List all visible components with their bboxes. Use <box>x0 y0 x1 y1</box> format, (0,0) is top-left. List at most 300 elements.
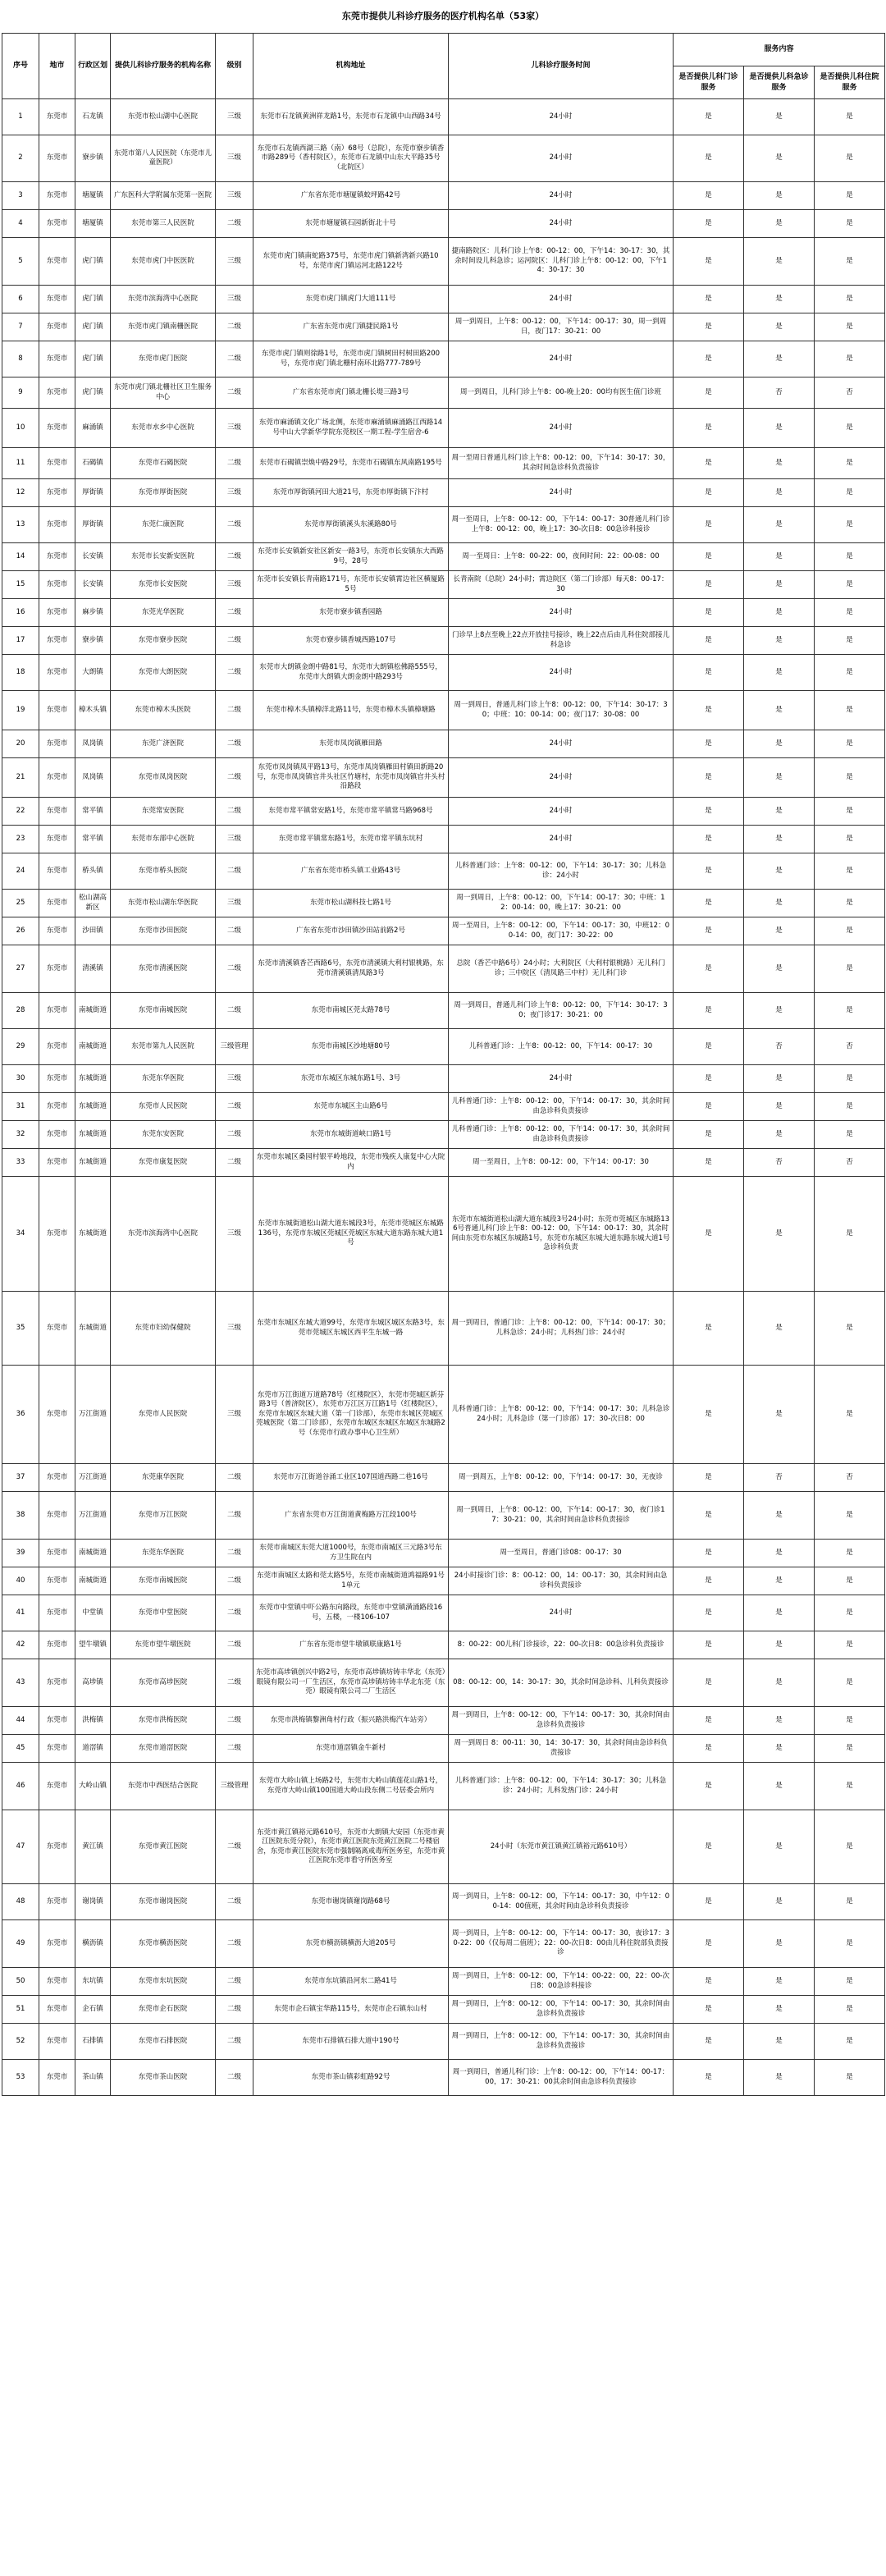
cell-level: 三级 <box>216 1292 253 1366</box>
cell-hours: 周一到周日，上午8：00-12：00，下午14：00-17：30，其余时间由急诊科负责接诊 <box>449 2024 674 2060</box>
cell-hours: 24小时 <box>449 826 674 853</box>
cell-level: 二级 <box>216 730 253 758</box>
cell-district: 东坑镇 <box>75 1968 111 1996</box>
table-row <box>2 507 885 543</box>
cell-emergency: 是 <box>744 135 815 182</box>
table-row <box>2 730 885 758</box>
cell-city: 东莞市 <box>39 1567 75 1595</box>
cell-name: 东莞市清溪医院 <box>111 945 216 993</box>
table-row <box>2 798 885 826</box>
cell-hours: 周一至周日，普通门诊08：00-17：30 <box>449 1540 674 1567</box>
cell-level: 二级 <box>216 507 253 543</box>
cell-address: 东莞市石排镇石排大道中190号 <box>253 2024 449 2060</box>
cell-city: 东莞市 <box>39 1659 75 1707</box>
cell-city: 东莞市 <box>39 993 75 1029</box>
cell-inpatient: 是 <box>815 543 885 571</box>
cell-district: 桥头镇 <box>75 853 111 890</box>
cell-outpatient: 是 <box>674 1567 744 1595</box>
cell-hours: 周一到周日，上午8：00-12：00，下午14：00-17：30，周一到周日，夜门17：30-21：00 <box>449 313 674 341</box>
cell-district: 寮步镇 <box>75 135 111 182</box>
cell-city: 东莞市 <box>39 1810 75 1884</box>
cell-name: 广东医科大学附属东莞第一医院 <box>111 182 216 210</box>
cell-emergency: 是 <box>744 945 815 993</box>
cell-district: 虎门镇 <box>75 238 111 286</box>
cell-inpatient: 是 <box>815 758 885 798</box>
cell-name: 东莞市樟木头医院 <box>111 691 216 730</box>
cell-seq: 30 <box>2 1065 39 1093</box>
cell-level: 三级 <box>216 286 253 313</box>
cell-seq: 7 <box>2 313 39 341</box>
cell-district: 塘厦镇 <box>75 182 111 210</box>
cell-emergency: 是 <box>744 1884 815 1920</box>
cell-seq: 45 <box>2 1735 39 1763</box>
cell-emergency: 是 <box>744 730 815 758</box>
cell-city: 东莞市 <box>39 409 75 448</box>
cell-name: 东莞市高埗医院 <box>111 1659 216 1707</box>
table-row <box>2 99 885 135</box>
cell-district: 厚街镇 <box>75 479 111 507</box>
cell-inpatient: 是 <box>815 826 885 853</box>
cell-city: 东莞市 <box>39 1540 75 1567</box>
cell-hours: 24小时 <box>449 135 674 182</box>
cell-name: 东莞市人民医院 <box>111 1366 216 1464</box>
cell-hours: 周一到周日，上午8：00-12：00，下午14：00-17：30，其余时间由急诊科负责接诊 <box>449 1996 674 2024</box>
cell-city: 东莞市 <box>39 135 75 182</box>
cell-inpatient: 是 <box>815 2024 885 2060</box>
cell-inpatient: 是 <box>815 1567 885 1595</box>
cell-emergency: 是 <box>744 917 815 945</box>
cell-seq: 27 <box>2 945 39 993</box>
cell-level: 二级 <box>216 1567 253 1595</box>
cell-district: 道滘镇 <box>75 1735 111 1763</box>
cell-city: 东莞市 <box>39 1093 75 1121</box>
cell-city: 东莞市 <box>39 1968 75 1996</box>
cell-level: 二级 <box>216 627 253 655</box>
cell-address: 东莞市清溪镇香芒西路6号，东莞市清溪镇大利村银桃路，东莞市清溪镇清凤路3号 <box>253 945 449 993</box>
cell-hours: 24小时 <box>449 1595 674 1631</box>
cell-address: 东莞市石龙镇黄洲祥龙路1号，东莞市石龙镇中山西路34号 <box>253 99 449 135</box>
cell-name: 东莞市长安新安医院 <box>111 543 216 571</box>
cell-outpatient: 是 <box>674 1810 744 1884</box>
cell-hours: 周一至周日：上午8：00-22：00，夜间时间：22：00-08：00 <box>449 543 674 571</box>
cell-address: 东莞市大朗镇金朗中路81号，东莞市大朗镇松佛路555号，东莞市大朗镇大朗金朗中路293号 <box>253 655 449 691</box>
cell-level: 三级管理 <box>216 1763 253 1810</box>
cell-emergency: 是 <box>744 599 815 627</box>
cell-seq: 12 <box>2 479 39 507</box>
cell-name: 东莞市桥头医院 <box>111 853 216 890</box>
cell-seq: 34 <box>2 1177 39 1292</box>
cell-name: 东莞市虎门医院 <box>111 341 216 377</box>
cell-inpatient: 是 <box>815 1810 885 1884</box>
table-row <box>2 2060 885 2096</box>
cell-hours: 24小时 <box>449 286 674 313</box>
cell-level: 二级 <box>216 377 253 409</box>
cell-level: 三级 <box>216 890 253 917</box>
cell-hours: 周一到周日，儿科门诊上午8：00-晚上20：00均有医生值门诊班 <box>449 377 674 409</box>
cell-inpatient: 是 <box>815 341 885 377</box>
cell-name: 东莞市第三人民医院 <box>111 210 216 238</box>
header-hours: 儿科诊疗服务时间 <box>449 34 674 99</box>
table-row <box>2 1292 885 1366</box>
cell-name: 东莞仁康医院 <box>111 507 216 543</box>
cell-district: 大岭山镇 <box>75 1763 111 1810</box>
cell-district: 洪梅镇 <box>75 1707 111 1735</box>
cell-seq: 35 <box>2 1292 39 1366</box>
cell-outpatient: 是 <box>674 543 744 571</box>
cell-outpatient: 是 <box>674 2060 744 2096</box>
cell-emergency: 是 <box>744 182 815 210</box>
table-row <box>2 448 885 479</box>
table-row <box>2 1177 885 1292</box>
cell-name: 东莞东华医院 <box>111 1065 216 1093</box>
cell-outpatient: 是 <box>674 853 744 890</box>
cell-level: 三级 <box>216 1366 253 1464</box>
cell-address: 东莞市黄江镇裕元路610号，东莞市大朗镇大安园（东莞市黄江医院东莞分院），东莞市黄江医院东莞黄江医院二号楼宿舍，东莞市黄江医院东莞市强制隔离戒毒所医务室，东莞市黄江医院东莞市看守所医务室 <box>253 1810 449 1884</box>
cell-district: 万江街道 <box>75 1492 111 1540</box>
cell-outpatient: 是 <box>674 1631 744 1659</box>
cell-emergency: 是 <box>744 210 815 238</box>
cell-seq: 24 <box>2 853 39 890</box>
cell-seq: 1 <box>2 99 39 135</box>
cell-inpatient: 是 <box>815 730 885 758</box>
cell-emergency: 是 <box>744 286 815 313</box>
cell-hours: 08：00-12：00，14：30-17：30，其余时间急诊科、儿科负责接诊 <box>449 1659 674 1707</box>
cell-emergency: 是 <box>744 1492 815 1540</box>
cell-name: 东莞市石排医院 <box>111 2024 216 2060</box>
cell-address: 东莞市企石镇宝华路115号，东莞市企石镇东山村 <box>253 1996 449 2024</box>
cell-seq: 43 <box>2 1659 39 1707</box>
cell-outpatient: 是 <box>674 2024 744 2060</box>
cell-name: 东莞市东坑医院 <box>111 1968 216 1996</box>
cell-district: 麻步镇 <box>75 599 111 627</box>
cell-name: 东莞市洪梅医院 <box>111 1707 216 1735</box>
cell-hours: 24小时 <box>449 599 674 627</box>
cell-hours: 门诊早上8点至晚上22点开放挂号接诊，晚上22点后由儿科住院部接儿科急诊 <box>449 627 674 655</box>
cell-district: 樟木头镇 <box>75 691 111 730</box>
cell-emergency: 是 <box>744 691 815 730</box>
cell-name: 东莞市厚街医院 <box>111 479 216 507</box>
cell-inpatient: 是 <box>815 210 885 238</box>
cell-city: 东莞市 <box>39 1065 75 1093</box>
cell-outpatient: 是 <box>674 1093 744 1121</box>
cell-city: 东莞市 <box>39 691 75 730</box>
cell-city: 东莞市 <box>39 1595 75 1631</box>
cell-city: 东莞市 <box>39 1292 75 1366</box>
cell-emergency: 是 <box>744 798 815 826</box>
cell-district: 茶山镇 <box>75 2060 111 2096</box>
cell-district: 望牛墩镇 <box>75 1631 111 1659</box>
cell-address: 东莞市万江街道万道路78号（红楼院区），东莞市莞城区新芬路3号（普济院区），东莞市万江区万江路1号（红楼院区），东莞市东城区东城大道（第一门诊部），东莞市东城区莞城区莞城医院（第二门诊部），东莞市东城区东城区东城区东城路2号（东莞市行政办事中心卫生所） <box>253 1366 449 1464</box>
cell-emergency: 是 <box>744 1595 815 1631</box>
cell-city: 东莞市 <box>39 313 75 341</box>
cell-city: 东莞市 <box>39 599 75 627</box>
cell-district: 黄江镇 <box>75 1810 111 1884</box>
cell-district: 大朗镇 <box>75 655 111 691</box>
cell-seq: 2 <box>2 135 39 182</box>
cell-level: 三级 <box>216 99 253 135</box>
cell-city: 东莞市 <box>39 1763 75 1810</box>
header-service: 服务内容 <box>674 34 885 66</box>
cell-level: 二级 <box>216 543 253 571</box>
cell-city: 东莞市 <box>39 890 75 917</box>
cell-name: 东莞市水乡中心医院 <box>111 409 216 448</box>
cell-city: 东莞市 <box>39 1177 75 1292</box>
header-city: 地市 <box>39 34 75 99</box>
cell-emergency: 是 <box>744 1659 815 1707</box>
cell-name: 东莞市南城医院 <box>111 1567 216 1595</box>
cell-city: 东莞市 <box>39 1735 75 1763</box>
cell-inpatient: 是 <box>815 890 885 917</box>
cell-inpatient: 是 <box>815 1292 885 1366</box>
cell-address: 东莞市道滘镇金牛新村 <box>253 1735 449 1763</box>
cell-seq: 20 <box>2 730 39 758</box>
cell-inpatient: 是 <box>815 1884 885 1920</box>
cell-level: 三级管理 <box>216 1029 253 1065</box>
cell-level: 二级 <box>216 917 253 945</box>
cell-level: 二级 <box>216 691 253 730</box>
cell-seq: 52 <box>2 2024 39 2060</box>
table-row <box>2 1920 885 1968</box>
cell-district: 虎门镇 <box>75 377 111 409</box>
cell-outpatient: 是 <box>674 917 744 945</box>
cell-inpatient: 是 <box>815 409 885 448</box>
table-row <box>2 1659 885 1707</box>
cell-hours: 捷南路院区：儿科门诊上午8：00-12：00，下午14：30-17：30，其余时间设儿科急诊；运河院区：儿科门诊上午8：00-12：00，下午14：30-17：30 <box>449 238 674 286</box>
cell-name: 东莞市茶山医院 <box>111 2060 216 2096</box>
cell-level: 二级 <box>216 1884 253 1920</box>
cell-outpatient: 是 <box>674 655 744 691</box>
cell-inpatient: 是 <box>815 1631 885 1659</box>
cell-city: 东莞市 <box>39 2024 75 2060</box>
cell-district: 常平镇 <box>75 826 111 853</box>
cell-district: 虎门镇 <box>75 286 111 313</box>
cell-city: 东莞市 <box>39 730 75 758</box>
cell-hours: 周一到周日，上午8：00-12：00，下午14：00-17：30；中班：12：00-14：00，晚上17：30-21：00 <box>449 890 674 917</box>
cell-city: 东莞市 <box>39 1464 75 1492</box>
cell-seq: 22 <box>2 798 39 826</box>
cell-name: 东莞市大朗医院 <box>111 655 216 691</box>
cell-district: 南城街道 <box>75 1029 111 1065</box>
cell-outpatient: 是 <box>674 1707 744 1735</box>
cell-seq: 31 <box>2 1093 39 1121</box>
cell-hours: 周一到周日 8：00-11：30，14：30-17：30，其余时间由急诊科负责接诊 <box>449 1735 674 1763</box>
cell-level: 二级 <box>216 1707 253 1735</box>
cell-inpatient: 是 <box>815 479 885 507</box>
cell-name: 东莞市沙田医院 <box>111 917 216 945</box>
cell-hours: 周一到周日，普通儿科门诊：上午8：00-12：00，下午14：00-17：00，17：30-21：00其余时间由急诊科负责接诊 <box>449 2060 674 2096</box>
table-row <box>2 1968 885 1996</box>
cell-seq: 13 <box>2 507 39 543</box>
cell-name: 东莞市望牛墩医院 <box>111 1631 216 1659</box>
cell-outpatient: 是 <box>674 826 744 853</box>
cell-level: 二级 <box>216 448 253 479</box>
cell-name: 东莞市中西医结合医院 <box>111 1763 216 1810</box>
cell-inpatient: 是 <box>815 2060 885 2096</box>
cell-outpatient: 是 <box>674 1121 744 1149</box>
cell-address: 广东省东莞市望牛墩镇联康路1号 <box>253 1631 449 1659</box>
cell-address: 东莞市虎门镇则徐路1号，东莞市虎门镇树田村树田路200号，东莞市虎门镇北栅村南环北路777-789号 <box>253 341 449 377</box>
cell-hours: 24小时 <box>449 479 674 507</box>
cell-district: 长安镇 <box>75 571 111 599</box>
cell-address: 东莞市茶山镇彩虹路92号 <box>253 2060 449 2096</box>
cell-district: 塘厦镇 <box>75 210 111 238</box>
cell-district: 高埗镇 <box>75 1659 111 1707</box>
cell-level: 三级 <box>216 1177 253 1292</box>
cell-name: 东莞广济医院 <box>111 730 216 758</box>
table-row <box>2 691 885 730</box>
cell-seq: 49 <box>2 1920 39 1968</box>
cell-seq: 44 <box>2 1707 39 1735</box>
header-level: 级别 <box>216 34 253 99</box>
cell-outpatient: 是 <box>674 1149 744 1177</box>
cell-name: 东莞市虎门镇北栅社区卫生服务中心 <box>111 377 216 409</box>
table-header <box>2 34 885 99</box>
table-row <box>2 238 885 286</box>
cell-city: 东莞市 <box>39 917 75 945</box>
cell-seq: 8 <box>2 341 39 377</box>
cell-district: 南城街道 <box>75 993 111 1029</box>
cell-hours: 儿科普通门诊：上午8：00-12：00，下午14：00-17：30，其余时间由急诊科负责接诊 <box>449 1093 674 1121</box>
cell-inpatient: 是 <box>815 1540 885 1567</box>
cell-emergency: 是 <box>744 571 815 599</box>
cell-inpatient: 否 <box>815 1029 885 1065</box>
table-row <box>2 993 885 1029</box>
cell-emergency: 是 <box>744 655 815 691</box>
cell-outpatient: 是 <box>674 1464 744 1492</box>
cell-address: 东莞市东城区东城大道99号，东莞市东城区城区东路3号，东莞市莞城区东城区西平生东城一路 <box>253 1292 449 1366</box>
cell-district: 麻涌镇 <box>75 409 111 448</box>
cell-name: 东莞市滨海湾中心医院 <box>111 1177 216 1292</box>
cell-seq: 51 <box>2 1996 39 2024</box>
cell-emergency: 是 <box>744 1567 815 1595</box>
cell-city: 东莞市 <box>39 182 75 210</box>
cell-level: 二级 <box>216 993 253 1029</box>
cell-city: 东莞市 <box>39 1492 75 1540</box>
cell-district: 中堂镇 <box>75 1595 111 1631</box>
cell-seq: 10 <box>2 409 39 448</box>
hospital-table <box>2 33 885 2096</box>
table-row <box>2 210 885 238</box>
cell-hours: 8：00-22：00儿科门诊接诊，22：00-次日8：00急诊科负责接诊 <box>449 1631 674 1659</box>
cell-city: 东莞市 <box>39 758 75 798</box>
table-row <box>2 853 885 890</box>
cell-hours: 周一至周日，上午8：00-12：00，下午14：00-17：30，中班12：00-14：00，夜门17：30-22：00 <box>449 917 674 945</box>
table-row <box>2 1121 885 1149</box>
cell-level: 二级 <box>216 945 253 993</box>
cell-outpatient: 是 <box>674 993 744 1029</box>
cell-address: 东莞市大岭山镇上场路2号，东莞市大岭山镇莲花山路1号，东莞市大岭山镇100国道大岭山段东侧二号居委会所内 <box>253 1763 449 1810</box>
cell-city: 东莞市 <box>39 1121 75 1149</box>
cell-hours: 周一到周日，上午8：00-12：00，下午14：00-17：30，夜门诊17：30-21：00，其余时间由急诊科负责接诊 <box>449 1492 674 1540</box>
cell-address: 广东省东莞市沙田镇沙田站前路2号 <box>253 917 449 945</box>
cell-emergency: 是 <box>744 313 815 341</box>
cell-address: 东莞市东坑镇沿河东二路41号 <box>253 1968 449 1996</box>
cell-emergency: 是 <box>744 1292 815 1366</box>
cell-inpatient: 是 <box>815 1968 885 1996</box>
table-row <box>2 313 885 341</box>
cell-level: 三级 <box>216 1065 253 1093</box>
cell-seq: 42 <box>2 1631 39 1659</box>
cell-level: 二级 <box>216 2024 253 2060</box>
cell-seq: 26 <box>2 917 39 945</box>
table-row <box>2 945 885 993</box>
table-row <box>2 1540 885 1567</box>
cell-name: 东莞市松山湖东华医院 <box>111 890 216 917</box>
cell-inpatient: 是 <box>815 286 885 313</box>
cell-name: 东莞市长安医院 <box>111 571 216 599</box>
cell-city: 东莞市 <box>39 1996 75 2024</box>
cell-seq: 15 <box>2 571 39 599</box>
cell-level: 二级 <box>216 1540 253 1567</box>
cell-address: 东莞市塘厦镇石园新街北十号 <box>253 210 449 238</box>
table-row <box>2 479 885 507</box>
table-row <box>2 2024 885 2060</box>
cell-level: 二级 <box>216 1121 253 1149</box>
cell-outpatient: 是 <box>674 448 744 479</box>
cell-outpatient: 是 <box>674 571 744 599</box>
cell-city: 东莞市 <box>39 210 75 238</box>
cell-outpatient: 是 <box>674 1292 744 1366</box>
cell-seq: 39 <box>2 1540 39 1567</box>
cell-name: 东莞市谢岗医院 <box>111 1884 216 1920</box>
cell-hours: 24小时 <box>449 99 674 135</box>
cell-emergency: 是 <box>744 1631 815 1659</box>
cell-hours: 周一到周日，上午8：00-12：00，下午14：00-17：30，中午12：00-14：00值班，其余时间由急诊科负责接诊 <box>449 1884 674 1920</box>
cell-district: 虎门镇 <box>75 341 111 377</box>
cell-hours: 24小时 <box>449 210 674 238</box>
cell-emergency: 是 <box>744 993 815 1029</box>
cell-district: 石排镇 <box>75 2024 111 2060</box>
cell-seq: 29 <box>2 1029 39 1065</box>
cell-city: 东莞市 <box>39 286 75 313</box>
cell-hours: 周一到周日，上午8：00-12：00，下午14：00-22：00，22：00-次日8：00急诊科接诊 <box>449 1968 674 1996</box>
cell-level: 二级 <box>216 599 253 627</box>
cell-district: 常平镇 <box>75 798 111 826</box>
cell-address: 东莞市厚街镇溪头东溪路80号 <box>253 507 449 543</box>
cell-emergency: 是 <box>744 99 815 135</box>
cell-district: 石龙镇 <box>75 99 111 135</box>
cell-seq: 9 <box>2 377 39 409</box>
cell-level: 二级 <box>216 313 253 341</box>
table-row <box>2 571 885 599</box>
cell-name: 东莞市康复医院 <box>111 1149 216 1177</box>
cell-inpatient: 是 <box>815 655 885 691</box>
cell-address: 东莞市常平镇常安路1号，东莞市常平镇常马路968号 <box>253 798 449 826</box>
cell-emergency: 是 <box>744 890 815 917</box>
cell-inpatient: 是 <box>815 1366 885 1464</box>
cell-name: 东莞市滨海湾中心医院 <box>111 286 216 313</box>
cell-district: 谢岗镇 <box>75 1884 111 1920</box>
cell-inpatient: 是 <box>815 993 885 1029</box>
cell-hours: 24小时 <box>449 655 674 691</box>
cell-level: 三级 <box>216 479 253 507</box>
cell-seq: 25 <box>2 890 39 917</box>
cell-outpatient: 是 <box>674 479 744 507</box>
cell-address: 广东省东莞市虎门镇捷民路1号 <box>253 313 449 341</box>
cell-name: 东莞市第八人民医院（东莞市儿童医院） <box>111 135 216 182</box>
cell-district: 东城街道 <box>75 1149 111 1177</box>
table-row <box>2 917 885 945</box>
cell-inpatient: 否 <box>815 1464 885 1492</box>
cell-emergency: 是 <box>744 853 815 890</box>
cell-hours: 儿科普通门诊：上午8：00-12：00，下午14：30-17：30；儿科急诊：24小时；儿科发热门诊：24小时 <box>449 1763 674 1810</box>
cell-name: 东莞市横沥医院 <box>111 1920 216 1968</box>
cell-seq: 46 <box>2 1763 39 1810</box>
cell-emergency: 否 <box>744 1149 815 1177</box>
cell-city: 东莞市 <box>39 1029 75 1065</box>
cell-level: 二级 <box>216 1093 253 1121</box>
cell-level: 二级 <box>216 210 253 238</box>
